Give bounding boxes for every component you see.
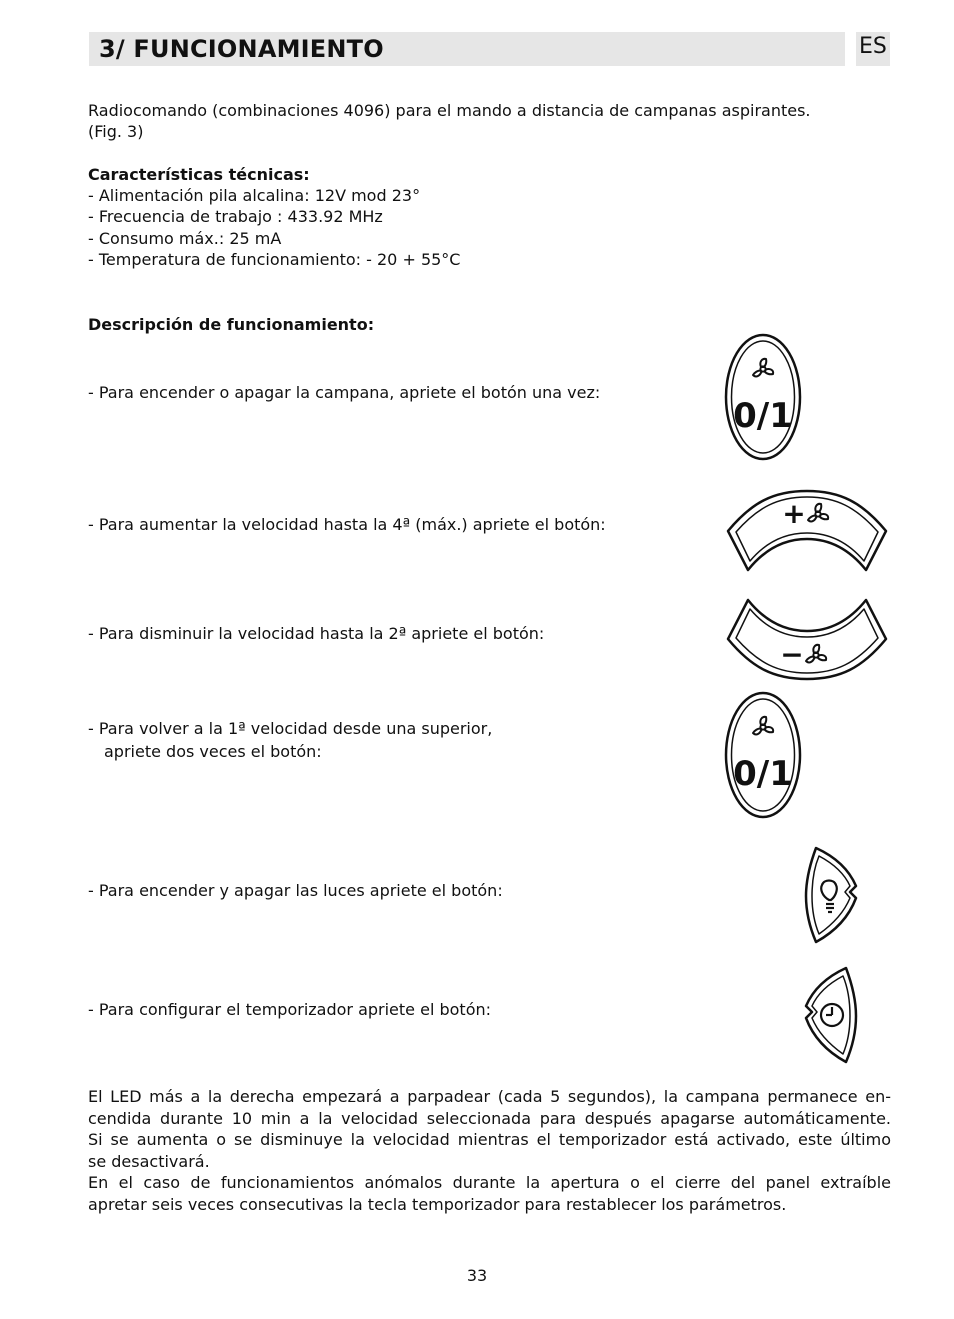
step-text: - Para configurar el temporizador apriete el botón:	[88, 1000, 492, 1019]
specs-heading: Características técnicas:	[88, 165, 310, 184]
language-tab	[856, 32, 890, 66]
paragraph-line: cendida durante 10 min a la velocidad seleccionada para después apagarse automáticamente.	[88, 1108, 891, 1128]
intro-line: Radiocomando (combinaciones 4096) para el mando a distancia de campanas aspirantes.	[88, 101, 811, 120]
paragraph-line: En el caso de funcionamientos anómalos durante la apertura o el cierre del panel extraíble	[88, 1173, 891, 1192]
section-header	[89, 32, 845, 66]
spec-item: - Consumo máx.: 25 mA	[88, 229, 282, 248]
paragraph-line: Si se aumenta o se disminuye la velocidad mientras el temporizador está activado, este último	[88, 1130, 891, 1149]
paragraph-line: El LED más a la derecha empezará a parpadear (cada 5 segundos), la campana permanece en-	[88, 1087, 891, 1106]
step-text: apriete dos veces el botón:	[104, 742, 322, 761]
power-button	[720, 332, 806, 462]
paragraph-line: apretar seis veces consecutivas la tecla temporizador para restablecer los parámetros.	[88, 1194, 787, 1214]
speed-down-button	[722, 594, 892, 686]
power-button	[720, 690, 806, 820]
minus-label: −	[780, 638, 804, 671]
step-text: - Para disminuir la velocidad hasta la 2ª apriete el botón:	[88, 624, 545, 643]
spec-item: - Alimentación pila alcalina: 12V mod 23°	[88, 186, 421, 205]
step-text: - Para encender y apagar las luces apriete el botón:	[88, 881, 503, 900]
timer-notes	[88, 1086, 891, 1215]
operation-heading: Descripción de funcionamiento:	[88, 315, 375, 334]
step-text: - Para encender o apagar la campana, apriete el botón una vez:	[88, 383, 601, 402]
section-title: 3/ FUNCIONAMIENTO	[99, 35, 384, 63]
power-label: 0/1	[733, 396, 793, 436]
power-label: 0/1	[733, 754, 793, 794]
spec-item: - Frecuencia de trabajo : 433.92 MHz	[88, 207, 383, 226]
timer-button	[800, 962, 862, 1070]
step-text: - Para aumentar la velocidad hasta la 4ª (máx.) apriete el botón:	[88, 515, 606, 534]
speed-up-button	[722, 484, 892, 576]
step-text: - Para volver a la 1ª velocidad desde una superior,	[88, 719, 493, 738]
page-number: 33	[466, 1266, 488, 1285]
language-label: ES	[859, 34, 887, 59]
spec-item: - Temperatura de funcionamiento: - 20 + 55°C	[88, 250, 461, 269]
light-button	[800, 842, 862, 950]
plus-label: +	[782, 497, 806, 530]
paragraph-line: se desactivará.	[88, 1151, 210, 1171]
intro-figure-ref: (Fig. 3)	[88, 122, 144, 141]
